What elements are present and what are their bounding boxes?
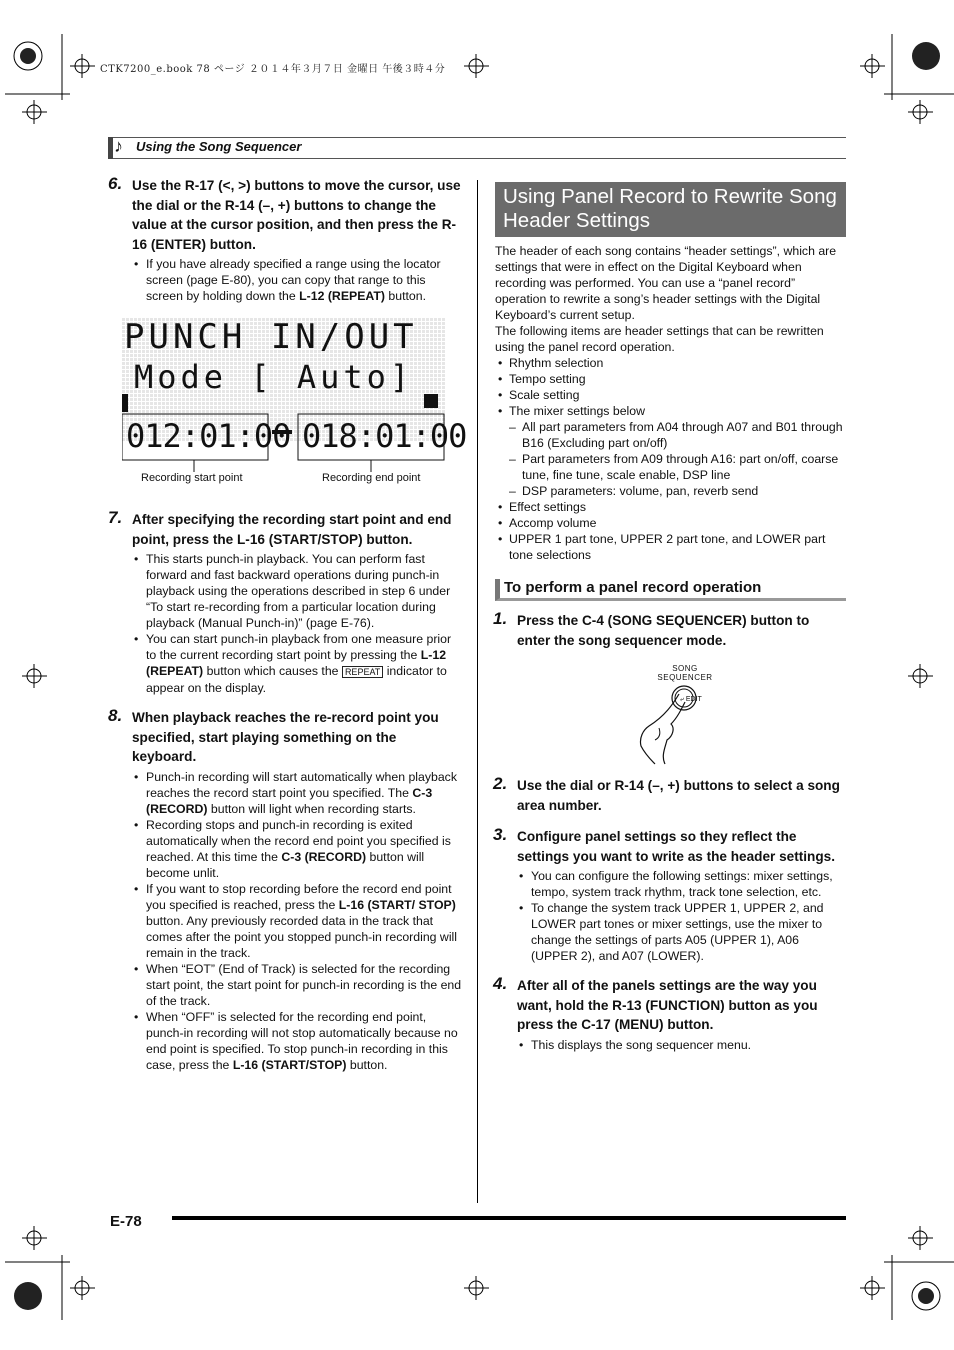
list-item: – All part parameters from A04 through A07 and B01 through B16 (Excluding part on/off) — [522, 419, 846, 451]
end-point-caption: Recording end point — [322, 472, 421, 484]
section-title: Using the Song Sequencer — [136, 139, 302, 154]
column-divider — [477, 180, 478, 1203]
edit-label: ⤶ EDIT — [680, 696, 702, 703]
step-3-notes — [495, 868, 846, 964]
step-3 — [495, 827, 846, 866]
step-text: When playback reaches the re-record point you specified, start playing something on the keyboard. — [132, 710, 439, 764]
list-item: • The mixer settings below – All part parameters from A04 through A07 and B01 through B16 (Excluding part on/off) – Part parameters from A09 through A16: part on/off, coarse tune, fine tune, scale enable, DSP line – DSP parameters: volume, pan, reverb send — [509, 403, 846, 499]
list-item: • Scale setting — [509, 387, 846, 403]
repeat-indicator: REPEAT — [342, 666, 383, 678]
lcd-display — [122, 317, 467, 490]
step-1 — [495, 611, 846, 650]
list-item: • Effect settings — [509, 499, 846, 515]
step-number: 2. — [493, 774, 508, 793]
step-4 — [495, 976, 846, 1035]
button-label-line-2: SEQUENCER — [657, 673, 713, 682]
list-item: – DSP parameters: volume, pan, reverb send — [522, 483, 846, 499]
step-8-notes — [110, 769, 462, 1073]
left-column — [110, 176, 462, 304]
step-text: Configure panel settings so they reflect the settings you want to write as the header settings. — [517, 829, 836, 864]
page-number: E-78 — [110, 1213, 142, 1230]
lcd-end-value: 018:01:00 — [302, 417, 467, 455]
list-item: • You can start punch-in playback from one measure prior to the current recording start point by pressing the L-12 (REPEAT) button which causes the REPEAT indicator to appear on the display. — [146, 631, 462, 696]
section-header — [108, 137, 846, 159]
step-text: Use the dial or R-14 (–, +) buttons to select a song area number. — [517, 778, 840, 813]
step-text: After all of the panels settings are the way you want, hold the R-13 (FUNCTION) button as you press the C-17 (MENU) button. — [517, 978, 818, 1032]
step-number: 4. — [493, 974, 508, 993]
right-column — [495, 182, 846, 1053]
step-7 — [110, 510, 462, 549]
button-label-line-1: SONG — [672, 664, 698, 673]
list-item: • This displays the song sequencer menu. — [531, 1037, 846, 1053]
list-item: • Recording stops and punch-in recording is exited automatically when the record end point you specified is reached. At this time the C-3 (RECORD) button will become unlit. — [146, 817, 462, 881]
step-number: 6. — [108, 174, 123, 193]
step-text: Press the C-4 (SONG SEQUENCER) button to enter the song sequencer mode. — [517, 613, 810, 648]
section-heading: Using Panel Record to Rewrite Song Header Settings — [495, 182, 846, 237]
print-header: CTK7200_e.book 78 ページ ２０１４年３月７日 金曜日 午後３時４分 — [100, 64, 446, 75]
step-8 — [110, 708, 462, 767]
list-item: • You can configure the following settings: mixer settings, tempo, system track rhythm, track tone selection, etc. — [531, 868, 846, 900]
start-point-caption: Recording start point — [141, 472, 243, 484]
list-item: • When “OFF” is selected for the recording end point, punch-in recording will not stop automatically because no end point is specified. To stop punch-in recording in this case, press the L-16 (START/STOP) button. — [146, 1009, 462, 1073]
list-item: • If you have already specified a range using the locator screen (page E-80), you can copy that range to this screen by holding down the L-12 (REPEAT) button. — [146, 256, 462, 304]
lcd-line-1: PUNCH IN/OUT — [124, 317, 418, 357]
music-note-icon: ♪ — [114, 136, 123, 156]
list-item: • Punch-in recording will start automatically when playback reaches the record start point you specified. The C-3 (RECORD) button will light when recording starts. — [146, 769, 462, 817]
step-number: 3. — [493, 825, 508, 844]
step-text: Use the R-17 (<, >) buttons to move the cursor, use the dial or the R-14 (–, +) buttons to change the value at the cursor position, and then press the R-16 (ENTER) button. — [132, 178, 461, 252]
step-7-notes — [110, 551, 462, 696]
song-sequencer-button-illustration — [495, 650, 846, 768]
list-item: • If you want to stop recording before the record end point you specified is reached, press the L-16 (START/ STOP) button. Any previously recorded data in the track that comes after the point you stopped punch-in recording will remain in the track. — [146, 881, 462, 961]
list-item: • Accomp volume — [509, 515, 846, 531]
left-column-lower — [110, 510, 462, 1073]
step-6 — [110, 176, 462, 254]
header-settings-list — [495, 355, 846, 563]
subsection-heading: To perform a panel record operation — [495, 579, 846, 601]
list-item: • When “EOT” (End of Track) is selected for the recording start point, the start point for punch-in recording is the end of the track. — [146, 961, 462, 1009]
list-item: • Tempo setting — [509, 371, 846, 387]
step-number: 7. — [108, 508, 123, 527]
footer-rule — [172, 1216, 846, 1220]
list-item: • To change the system track UPPER 1, UPPER 2, and LOWER part tones or mixer settings, use the mixer to change the settings of parts A05 (UPPER 1), A06 (UPPER 2), and A07 (LOWER). — [531, 900, 846, 964]
step-6-notes — [110, 256, 462, 304]
step-number: 8. — [108, 706, 123, 725]
list-item: • Rhythm selection — [509, 355, 846, 371]
step-number: 1. — [493, 609, 508, 628]
list-item: – Part parameters from A09 through A16: part on/off, coarse tune, fine tune, scale enable, DSP line — [522, 451, 846, 483]
section-marker — [108, 137, 113, 159]
list-item: • UPPER 1 part tone, UPPER 2 part tone, and LOWER part tone selections — [509, 531, 846, 563]
lcd-line-2: Mode [ Auto] — [134, 358, 414, 396]
intro-paragraph: The header of each song contains “header settings”, which are settings that were in effect on the Digital Keyboard when recording was performed. You can use a “panel record” operation to rewrite a song’s header settings with the Digital Keyboard’s current setup. — [495, 244, 837, 322]
step-text: After specifying the recording start point and end point, press the L-16 (START/STOP) button. — [132, 512, 452, 547]
lcd-start-value: 012:01:00 — [126, 417, 291, 455]
step-4-notes — [495, 1037, 846, 1053]
intro-paragraph-2: The following items are header settings that can be rewritten using the panel record operation. — [495, 324, 824, 354]
list-item: • This starts punch-in playback. You can perform fast forward and fast backward operations during punch-in playback using the operations described in step 6 under “To start re-recording from a particular location during playback (Manual Punch-in)” (page E-76). — [146, 551, 462, 631]
mixer-settings-list — [509, 419, 846, 499]
step-2 — [495, 776, 846, 815]
